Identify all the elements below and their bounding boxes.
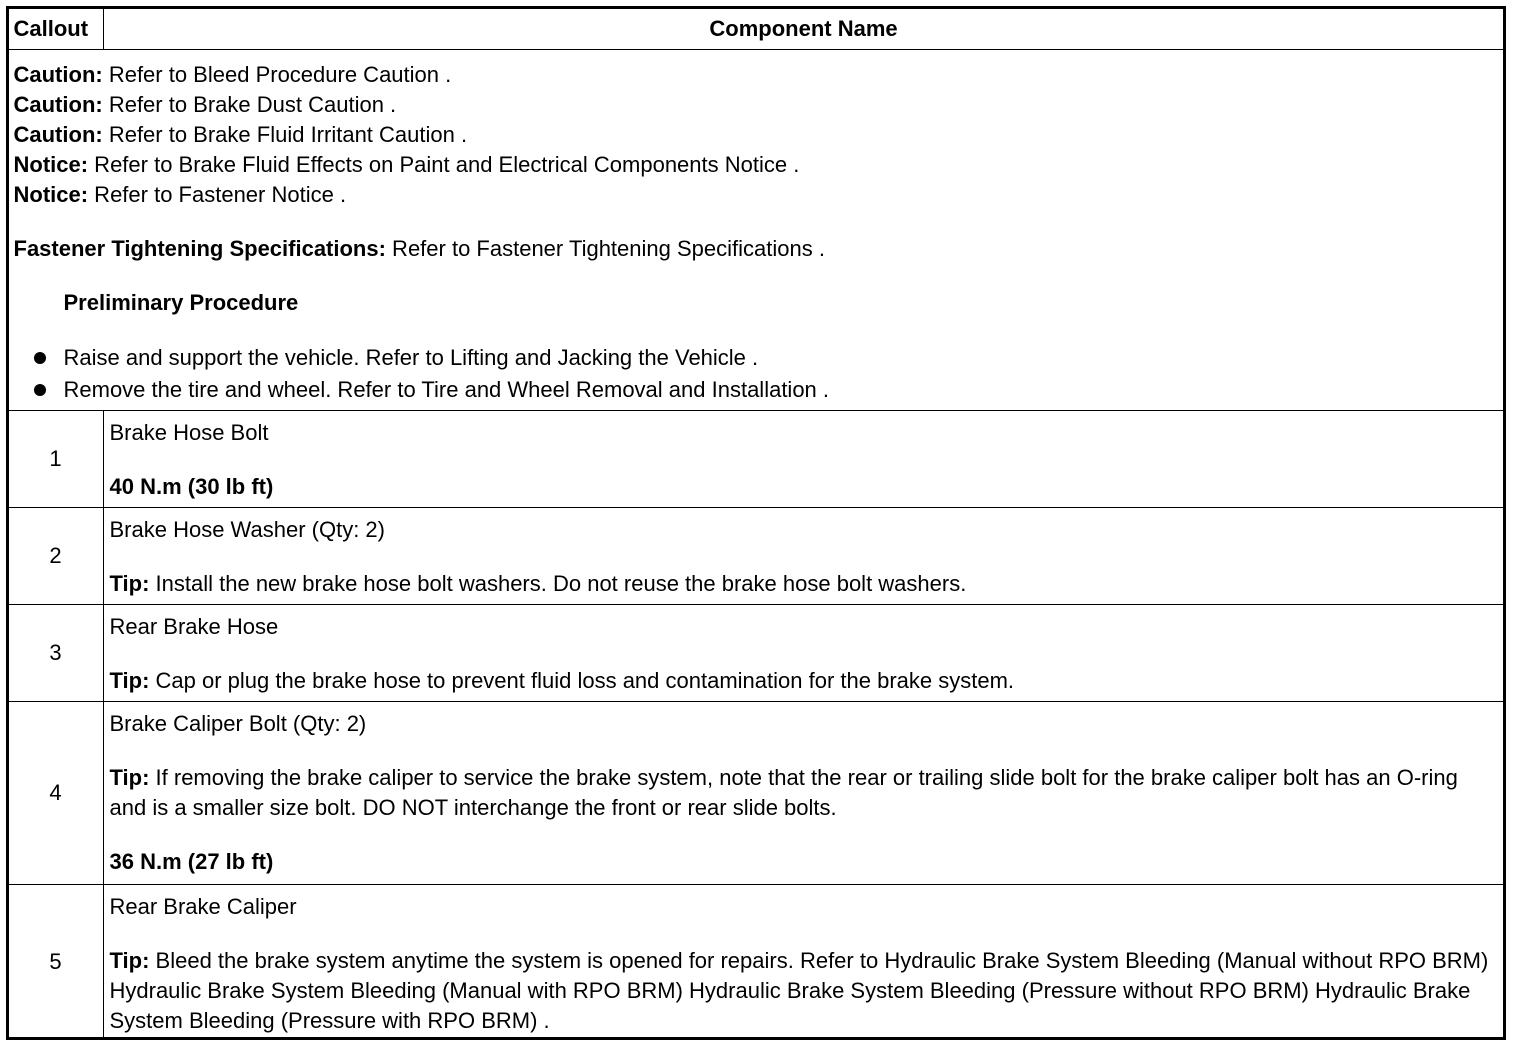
notes-row <box>8 49 1504 410</box>
component-tip <box>110 569 1498 599</box>
component-name: Brake Hose Bolt <box>109 419 269 445</box>
tip-label: Tip: <box>109 947 150 973</box>
fastener-spec-text: Refer to Fastener Tightening Specifications . <box>385 235 825 261</box>
preliminary-steps-list <box>14 342 1498 406</box>
table-header-row <box>8 8 1504 49</box>
component-name: Brake Caliper Bolt (Qty: 2) <box>109 710 367 736</box>
torque-spec: 36 N.m (27 lb ft) <box>109 848 274 874</box>
fastener-spec-line <box>14 234 1498 264</box>
tip-text: Cap or plug the brake hose to prevent fluid loss and contamination for the brake system. <box>149 667 1015 693</box>
component-cell <box>103 604 1504 701</box>
callout-number: 2 <box>8 507 103 604</box>
list-item: Remove the tire and wheel. Refer to Tire and Wheel Removal and Installation . <box>14 374 1498 406</box>
note-label: Caution: <box>13 121 103 147</box>
component-tip <box>110 666 1498 696</box>
component-name: Rear Brake Hose <box>109 613 279 639</box>
preliminary-procedure-title: Preliminary Procedure <box>63 289 299 315</box>
note-line <box>14 90 1498 120</box>
note-text: Refer to Brake Fluid Effects on Paint and Electrical Components Notice . <box>88 151 800 177</box>
note-text: Refer to Fastener Notice . <box>88 181 347 207</box>
component-cell <box>103 507 1504 604</box>
callout-number: 5 <box>8 884 103 1039</box>
note-line <box>14 180 1498 210</box>
note-label: Caution: <box>13 91 103 117</box>
notes-cell <box>8 49 1504 410</box>
note-line <box>14 60 1498 90</box>
component-cell <box>103 701 1504 884</box>
tip-text: Install the new brake hose bolt washers. Do not reuse the brake hose bolt washers. <box>149 570 967 596</box>
component-table <box>8 8 1505 1040</box>
component-tip <box>110 763 1498 823</box>
component-cell <box>103 410 1504 507</box>
table-row <box>8 604 1504 701</box>
component-table-frame <box>6 6 1506 1040</box>
callout-column-header: Callout <box>8 8 103 49</box>
tip-text: If removing the brake caliper to service the brake system, note that the rear or trailing slide bolt for the brake caliper bolt has an O-ring and is a smaller size bolt. DO NOT interchange the front or rear slide bolts. <box>109 764 1458 820</box>
torque-spec: 40 N.m (30 lb ft) <box>109 473 274 499</box>
tip-label: Tip: <box>109 667 150 693</box>
note-label: Notice: <box>13 151 89 177</box>
note-text: Refer to Brake Fluid Irritant Caution . <box>102 121 468 147</box>
fastener-spec-label: Fastener Tightening Specifications: <box>13 235 386 261</box>
table-row <box>8 701 1504 884</box>
note-label: Notice: <box>13 181 89 207</box>
component-cell <box>103 884 1504 1039</box>
table-row <box>8 884 1504 1039</box>
tip-label: Tip: <box>109 764 150 790</box>
tip-text: Bleed the brake system anytime the system is opened for repairs. Refer to Hydraulic Brake System Bleeding (Manual without RPO BRM) Hydraulic Brake System Bleeding (Manual with RPO BRM) Hydraulic Brake System Bleeding (Pressure without RPO BRM) Hydraulic Brake System Bleeding (Pressure with RPO BRM) . <box>109 947 1489 1033</box>
note-line <box>14 120 1498 150</box>
list-item: Raise and support the vehicle. Refer to Lifting and Jacking the Vehicle . <box>14 342 1498 374</box>
table-row <box>8 410 1504 507</box>
note-line <box>14 150 1498 180</box>
note-label: Caution: <box>13 61 103 87</box>
callout-number: 1 <box>8 410 103 507</box>
tip-label: Tip: <box>109 570 150 596</box>
table-row <box>8 507 1504 604</box>
note-text: Refer to Bleed Procedure Caution . <box>102 61 452 87</box>
callout-number: 3 <box>8 604 103 701</box>
component-name-column-header: Component Name <box>103 8 1504 49</box>
note-text: Refer to Brake Dust Caution . <box>102 91 397 117</box>
callout-number: 4 <box>8 701 103 884</box>
component-name: Rear Brake Caliper <box>109 893 297 919</box>
component-name: Brake Hose Washer (Qty: 2) <box>109 516 385 542</box>
component-tip <box>110 946 1498 1036</box>
